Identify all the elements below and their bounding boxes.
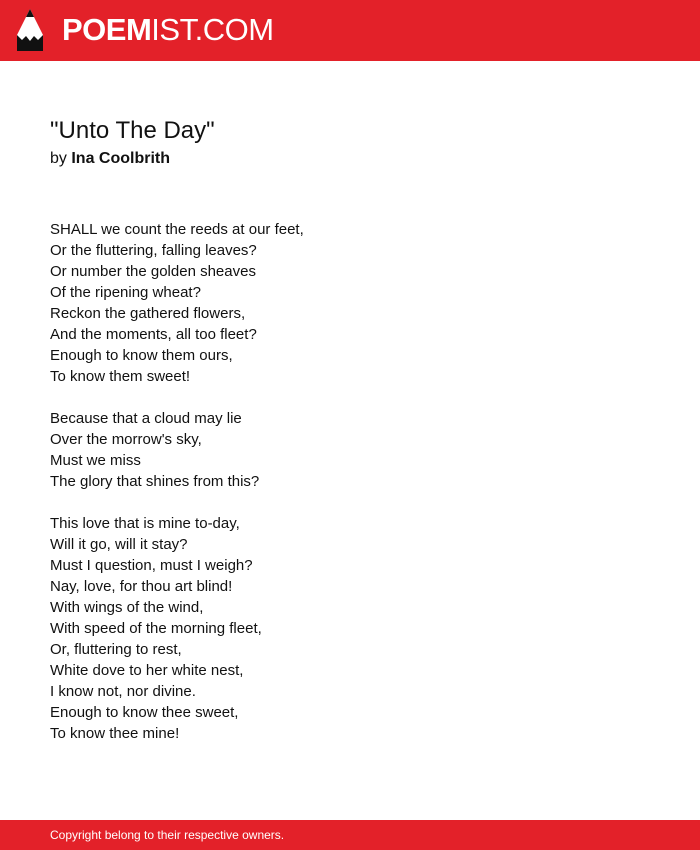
poem-line: White dove to her white nest, [50, 662, 244, 679]
poem-line: SHALL we count the reeds at our feet, [50, 221, 304, 238]
poem-line: Nay, love, for thou art blind! [50, 578, 233, 595]
poem-line: The glory that shines from this? [50, 473, 260, 490]
poem-line: Enough to know thee sweet, [50, 704, 239, 721]
poem-stanza-2 [50, 408, 650, 492]
poem-line: Because that a cloud may lie [50, 410, 242, 427]
copyright-notice: Copyright belong to their respective owners. [50, 828, 285, 842]
poem-line: Enough to know them ours, [50, 347, 233, 364]
poem-line: Or number the golden sheaves [50, 263, 256, 280]
poem-line: And the moments, all too fleet? [50, 326, 257, 343]
brand-name-bold: POEM [62, 12, 152, 47]
site-logo-link[interactable] [62, 12, 274, 48]
site-footer [0, 820, 700, 850]
poem-line: Of the ripening wheat? [50, 284, 201, 301]
poem-title: "Unto The Day" [50, 117, 215, 144]
brand-name-light: IST.COM [151, 12, 274, 47]
poem-line: Over the morrow's sky, [50, 431, 202, 448]
poem-line: Reckon the gathered flowers, [50, 305, 246, 322]
by-label: by [50, 150, 67, 167]
pencil-tip-icon[interactable] [17, 9, 43, 51]
poem-line: Or the fluttering, falling leaves? [50, 242, 257, 259]
poem-line: With wings of the wind, [50, 599, 204, 616]
poem-line: Must we miss [50, 452, 141, 469]
poem-line: Will it go, will it stay? [50, 536, 188, 553]
poem-line: With speed of the morning fleet, [50, 620, 262, 637]
poem-line: To know them sweet! [50, 368, 191, 385]
poem-line: To know thee mine! [50, 725, 180, 742]
poem-stanza-3 [50, 513, 650, 744]
poem-body [50, 219, 650, 765]
poem-author: Ina Coolbrith [71, 150, 171, 167]
poem-line: Must I question, must I weigh? [50, 557, 253, 574]
poem-line: I know not, nor divine. [50, 683, 196, 700]
poem-byline [50, 149, 170, 169]
poem-line: This love that is mine to-day, [50, 515, 240, 532]
poem-stanza-1 [50, 219, 650, 387]
poem-line: Or, fluttering to rest, [50, 641, 182, 658]
site-header [0, 0, 700, 61]
